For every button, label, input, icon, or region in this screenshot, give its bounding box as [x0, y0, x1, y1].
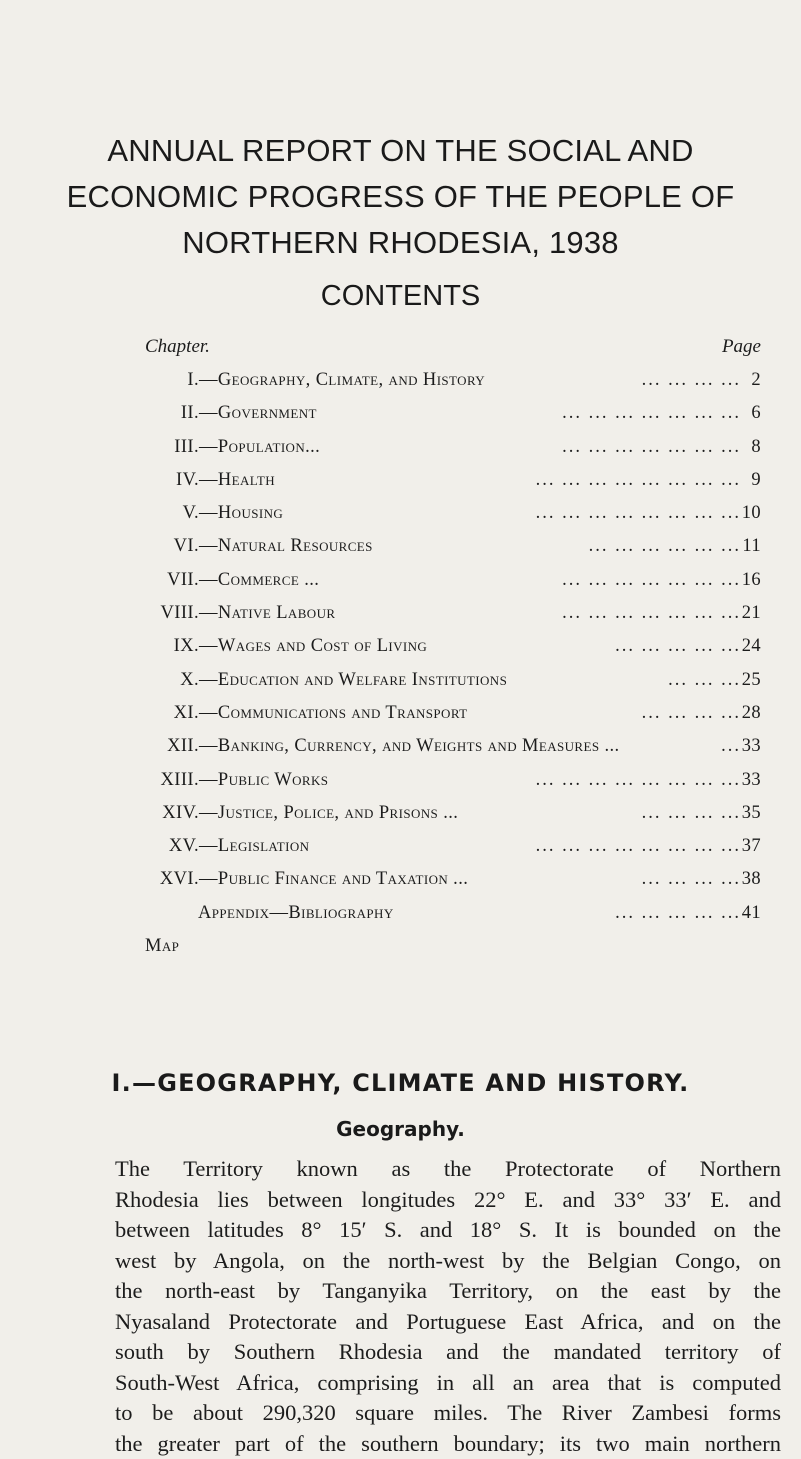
- page-number: 2: [739, 364, 761, 397]
- paragraph-line: The Territory known as the Protectorate of Northern: [115, 1154, 781, 1185]
- dot-leaders: ... ... ... ... ... ... ... ...: [536, 464, 741, 497]
- chapter-number: IX.: [174, 630, 199, 663]
- page-number: 6: [739, 397, 761, 430]
- paragraph-line: to be about 290,320 square miles. The River Zambesi forms: [115, 1398, 781, 1429]
- chapter-title: Appendix—Bibliography: [198, 897, 394, 930]
- dot-leaders: ... ... ... ... ... ... ...: [562, 564, 741, 597]
- page-number: 35: [739, 797, 761, 830]
- dot-leaders: ... ... ... ... ... ... ...: [562, 397, 741, 430]
- chapter-number: XVI.: [160, 863, 199, 896]
- page-number: 21: [739, 597, 761, 630]
- page-number: 28: [739, 697, 761, 730]
- chapter-number: X.: [180, 664, 199, 697]
- chapter-number: XIV.: [162, 797, 199, 830]
- toc-entry[interactable]: [0, 431, 801, 464]
- page-number: 33: [739, 764, 761, 797]
- paragraph-line: the north-east by Tanganyika Territory, on the east by the: [115, 1276, 781, 1307]
- toc-entry[interactable]: [0, 397, 801, 430]
- chapter-number: XI.: [174, 697, 199, 730]
- toc-entry[interactable]: [0, 597, 801, 630]
- chapter-number: XV.: [169, 830, 199, 863]
- chapter-column-label: Chapter.: [145, 336, 210, 358]
- page-number: 25: [739, 664, 761, 697]
- section-subheading: Geography.: [0, 1117, 801, 1141]
- toc-entry[interactable]: [0, 564, 801, 597]
- chapter-number: VI.: [174, 530, 199, 563]
- toc-entry[interactable]: [0, 530, 801, 563]
- dot-leaders: ... ... ... ... ...: [615, 897, 741, 930]
- dot-leaders: ... ... ... ... ... ... ...: [562, 431, 741, 464]
- paragraph-line: South-West Africa, comprising in all an area that is computed: [115, 1368, 781, 1399]
- toc-entry[interactable]: [0, 697, 801, 730]
- chapter-title: —Housing: [199, 497, 283, 530]
- page-number: 9: [739, 464, 761, 497]
- paragraph-line: the greater part of the southern boundary; its two main northern: [115, 1429, 781, 1459]
- toc-entry[interactable]: [0, 630, 801, 663]
- paragraph-line: south by Southern Rhodesia and the mandated territory of: [115, 1337, 781, 1368]
- dot-leaders: ... ... ... ... ... ... ...: [562, 597, 741, 630]
- paragraph-line: Rhodesia lies between longitudes 22° E. and 33° 33′ E. and: [115, 1185, 781, 1216]
- paragraph-line: Nyasaland Protectorate and Portuguese East Africa, and on the: [115, 1307, 781, 1338]
- chapter-title: —Government: [199, 397, 317, 430]
- page-number: 38: [739, 863, 761, 896]
- chapter-title: —Natural Resources: [199, 530, 373, 563]
- chapter-title: —Population...: [199, 431, 320, 464]
- chapter-title: —Geography, Climate, and History: [199, 364, 485, 397]
- dot-leaders: ... ... ... ...: [642, 697, 741, 730]
- dot-leaders: ...: [721, 730, 741, 763]
- page-number: 11: [739, 530, 761, 563]
- page-number: 8: [739, 431, 761, 464]
- toc-entry[interactable]: [0, 464, 801, 497]
- dot-leaders: ... ... ... ...: [642, 364, 741, 397]
- toc-entry[interactable]: [0, 797, 801, 830]
- toc-entry[interactable]: [0, 830, 801, 863]
- dot-leaders: ... ... ... ... ... ... ... ...: [536, 764, 741, 797]
- dot-leaders: ... ... ... ...: [642, 863, 741, 896]
- report-title-line: ECONOMIC PROGRESS OF THE PEOPLE OF: [0, 174, 801, 220]
- chapter-number: VIII.: [161, 597, 199, 630]
- dot-leaders: ... ... ...: [668, 664, 741, 697]
- toc-entry-map[interactable]: [0, 930, 801, 963]
- dot-leaders: ... ... ... ...: [642, 797, 741, 830]
- page-number: 24: [739, 630, 761, 663]
- page-column-label: Page: [722, 336, 761, 358]
- toc-entry-appendix[interactable]: [0, 897, 801, 930]
- section-heading: I.—GEOGRAPHY, CLIMATE AND HISTORY.: [0, 1069, 801, 1097]
- chapter-title: —Wages and Cost of Living: [199, 630, 427, 663]
- toc-entry[interactable]: [0, 730, 801, 763]
- chapter-number: IV.: [176, 464, 199, 497]
- page-number: 37: [739, 830, 761, 863]
- chapter-title: —Banking, Currency, and Weights and Measures ...: [199, 730, 620, 763]
- page-number: 41: [739, 897, 761, 930]
- toc-entry[interactable]: [0, 497, 801, 530]
- report-title-line: NORTHERN RHODESIA, 1938: [0, 220, 801, 266]
- toc-entry[interactable]: [0, 664, 801, 697]
- chapter-number: I.: [187, 364, 199, 397]
- chapter-title: —Education and Welfare Institutions: [199, 664, 507, 697]
- chapter-title: —Health: [199, 464, 275, 497]
- paragraph-line: between latitudes 8° 15′ S. and 18° S. It is bounded on the: [115, 1215, 781, 1246]
- report-title-line: ANNUAL REPORT ON THE SOCIAL AND: [0, 128, 801, 174]
- chapter-title: —Commerce ...: [199, 564, 319, 597]
- dot-leaders: ... ... ... ... ... ...: [589, 530, 741, 563]
- dot-leaders: ... ... ... ... ...: [615, 630, 741, 663]
- page-number: 16: [739, 564, 761, 597]
- chapter-title: —Public Works: [199, 764, 328, 797]
- chapter-number: II.: [181, 397, 199, 430]
- toc-entry[interactable]: [0, 863, 801, 896]
- dot-leaders: ... ... ... ... ... ... ... ...: [536, 497, 741, 530]
- chapter-title: —Legislation: [199, 830, 309, 863]
- toc-entry[interactable]: [0, 764, 801, 797]
- page-number: 33: [739, 730, 761, 763]
- chapter-number: V.: [183, 497, 199, 530]
- chapter-title: —Native Labour: [199, 597, 335, 630]
- page-number: 10: [739, 497, 761, 530]
- dot-leaders: ... ... ... ... ... ... ... ...: [536, 830, 741, 863]
- chapter-number: III.: [174, 431, 199, 464]
- table-of-contents: [0, 364, 801, 963]
- chapter-number: XII.: [167, 730, 199, 763]
- toc-entry[interactable]: [0, 364, 801, 397]
- chapter-title: Map: [145, 930, 179, 963]
- paragraph-line: west by Angola, on the north-west by the Belgian Congo, on: [115, 1246, 781, 1277]
- chapter-title: —Public Finance and Taxation ...: [199, 863, 468, 896]
- chapter-title: —Communications and Transport: [199, 697, 467, 730]
- body-paragraph: [115, 1154, 781, 1459]
- chapter-number: XIII.: [161, 764, 199, 797]
- contents-heading: CONTENTS: [0, 280, 801, 313]
- chapter-title: —Justice, Police, and Prisons ...: [199, 797, 458, 830]
- report-title: [0, 128, 801, 266]
- chapter-number: VII.: [167, 564, 199, 597]
